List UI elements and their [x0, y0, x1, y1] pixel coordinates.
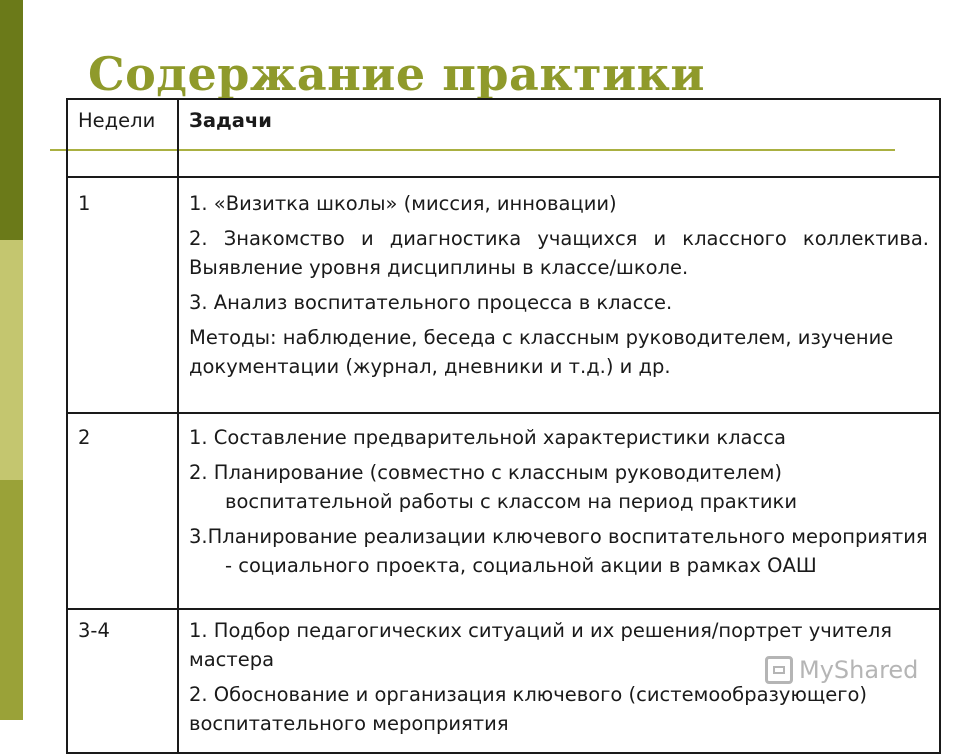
tasks-cell [178, 177, 940, 413]
task-item: 3. Анализ воспитательного процесса в классе. [189, 291, 673, 314]
week-cell: 2 [67, 413, 178, 609]
task-item: 2. Обоснование и организация ключевого (системообразующего) воспитательного мероприятия [189, 683, 868, 735]
header-week: Недели [67, 99, 178, 177]
decor-band-middle [0, 240, 23, 480]
task-item: 1. Составление предварительной характеристики класса [189, 426, 786, 449]
watermark-text: MyShared [799, 656, 919, 684]
header-tasks: Задачи [178, 99, 940, 177]
task-item: Методы: наблюдение, беседа с классным руководителем, изучение документации (журнал, дневники и т.д.) и др. [189, 326, 894, 378]
week-cell: 3-4 [67, 609, 178, 753]
task-item: 1. Подбор педагогических ситуаций и их решения/портрет учителя мастера [189, 619, 893, 671]
myshared-watermark [765, 656, 918, 684]
task-item: 2. Планирование (совместно с классным руководителем) воспитательной работы с классом на период практики [189, 461, 798, 513]
decor-band-bottom [0, 480, 23, 720]
slide-title: Содержание практики [88, 47, 706, 101]
week-cell: 1 [67, 177, 178, 413]
table-row [67, 413, 940, 609]
tasks-cell [178, 413, 940, 609]
myshared-logo-icon [765, 656, 793, 684]
task-item: 3.Планирование реализации ключевого воспитательного мероприятия - социального проекта, социальной акции в рамках ОАШ [189, 525, 928, 577]
task-item: 2. Знакомство и диагностика учащихся и классного коллектива. Выявление уровня дисциплины в классе/школе. [189, 227, 929, 279]
table-header-row [67, 99, 940, 177]
task-item: 1. «Визитка школы» (миссия, инновации) [189, 192, 617, 215]
table-row [67, 177, 940, 413]
decor-band-top [0, 0, 23, 240]
